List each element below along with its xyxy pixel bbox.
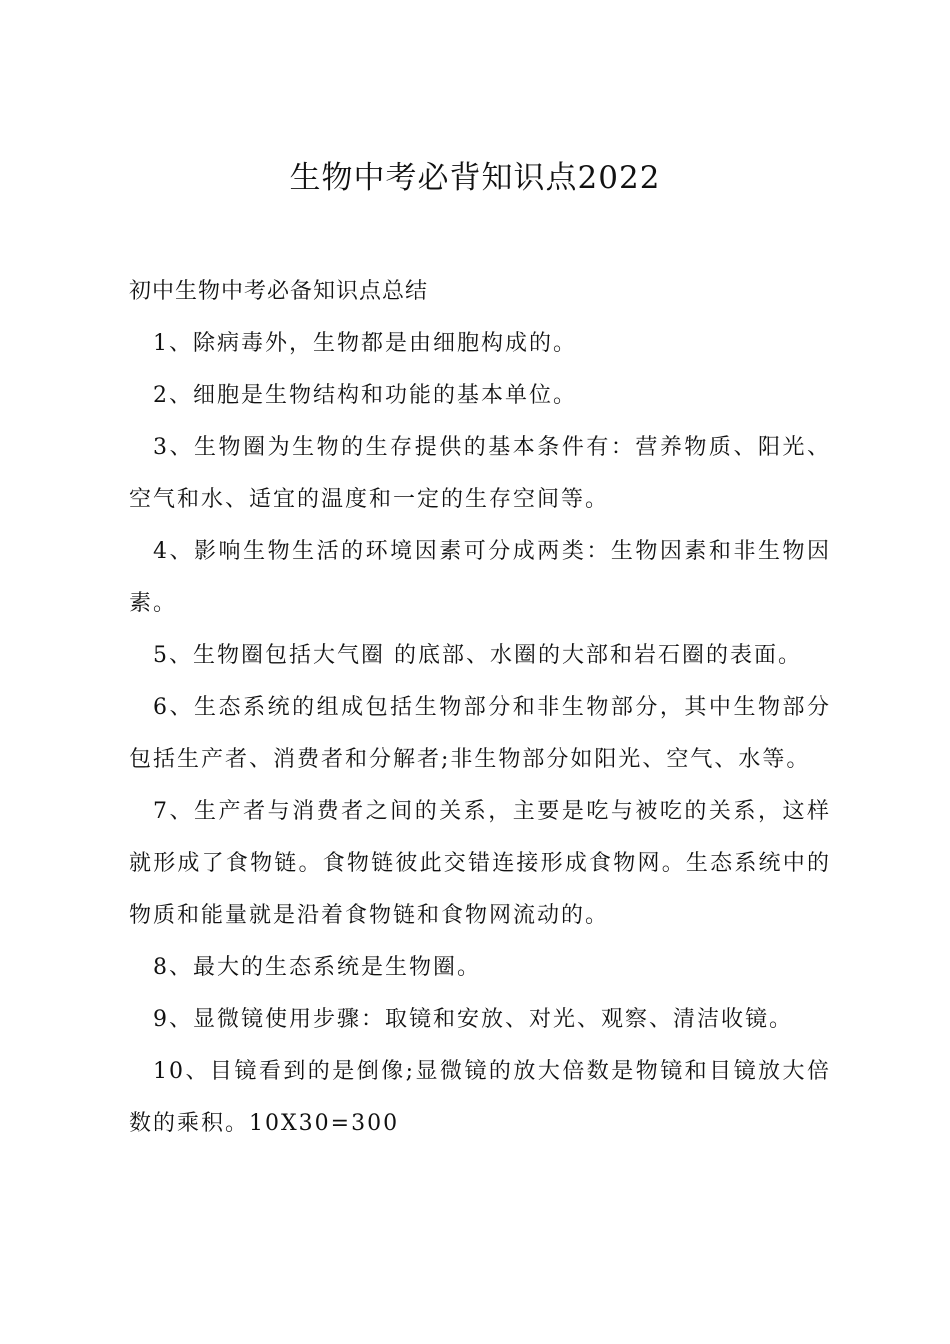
knowledge-point-2: 2、细胞是生物结构和功能的基本单位。 <box>153 383 577 408</box>
knowledge-point-10: 10、目镜看到的是倒像;显微镜的放大倍数是物镜和目镜放大倍数的乘积。10X30=300 <box>129 1059 831 1136</box>
knowledge-point-8: 8、最大的生态系统是生物圈。 <box>153 955 481 980</box>
knowledge-point-4: 4、影响生物生活的环境因素可分成两类：生物因素和非生物因素。 <box>129 539 831 616</box>
knowledge-point-6: 6、生态系统的组成包括生物部分和非生物部分，其中生物部分包括生产者、消费者和分解者;非生物部分如阳光、空气、水等。 <box>129 695 831 772</box>
section-heading: 初中生物中考必备知识点总结 <box>129 279 429 304</box>
knowledge-point-7: 7、生产者与消费者之间的关系，主要是吃与被吃的关系，这样就形成了食物链。食物链彼此交错连接形成食物网。生态系统中的物质和能量就是沿着食物链和食物网流动的。 <box>129 799 831 928</box>
document-title: 生物中考必背知识点2022 <box>289 160 661 196</box>
knowledge-point-1: 1、除病毒外，生物都是由细胞构成的。 <box>153 331 577 356</box>
document-body <box>129 266 831 1150</box>
knowledge-point-5: 5、生物圈包括大气圈 的底部、水圈的大部和岩石圈的表面。 <box>153 643 802 668</box>
knowledge-point-3: 3、生物圈为生物的生存提供的基本条件有：营养物质、阳光、空气和水、适宜的温度和一定的生存空间等。 <box>129 435 831 512</box>
knowledge-point-9: 9、显微镜使用步骤：取镜和安放、对光、观察、清洁收镜。 <box>153 1007 793 1032</box>
